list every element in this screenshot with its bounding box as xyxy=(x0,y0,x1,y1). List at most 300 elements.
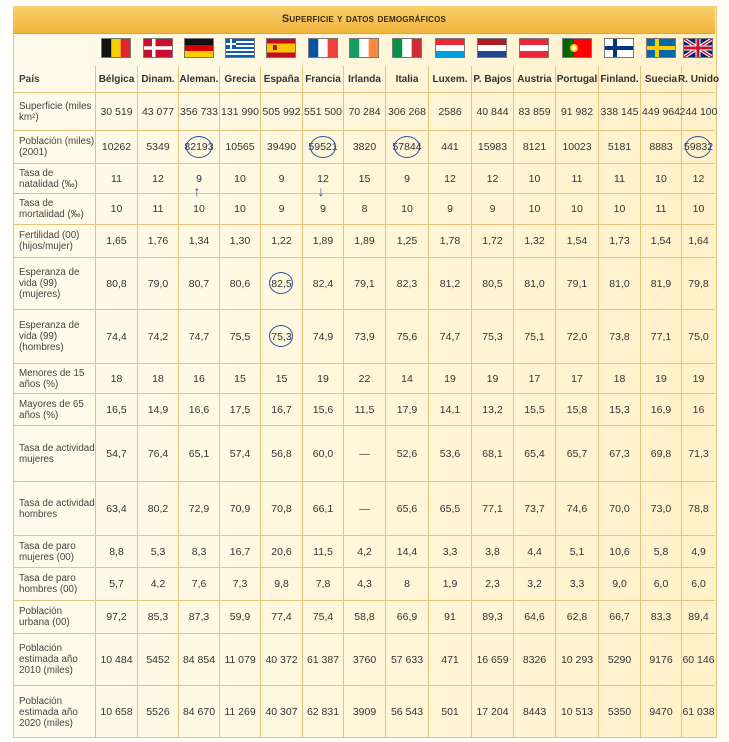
table-cell: 82,3 xyxy=(385,258,428,309)
table-cell: 10 xyxy=(219,194,260,224)
table-cell: 75,4 xyxy=(302,601,343,633)
table-cell: 3760 xyxy=(343,634,385,685)
table-cell: 84 854 xyxy=(178,634,219,685)
table-cell: 70 284 xyxy=(343,93,385,130)
table-cell: 75,3 xyxy=(471,310,513,363)
table-cell: 80,8 xyxy=(95,258,137,309)
country-header: P. Bajos xyxy=(471,66,513,92)
table-cell: 1,54 xyxy=(640,225,681,257)
table-row xyxy=(13,363,715,393)
country-header: Portugal xyxy=(555,66,598,92)
table-cell: 70,8 xyxy=(260,482,302,535)
table-cell: 441 xyxy=(428,131,471,163)
table-cell: 43 077 xyxy=(137,93,178,130)
table-cell: 58,8 xyxy=(343,601,385,633)
table-cell: 19 xyxy=(681,364,715,393)
table-row xyxy=(13,567,715,600)
table-cell: 131 990 xyxy=(219,93,260,130)
table-cell: 12 xyxy=(302,164,343,193)
table-cell: 19 xyxy=(471,364,513,393)
table-cell: 12 xyxy=(681,164,715,193)
table-cell: 78,8 xyxy=(681,482,715,535)
table-cell: 3820 xyxy=(343,131,385,163)
table-cell: 84 670 xyxy=(178,686,219,738)
table-cell: 1,22 xyxy=(260,225,302,257)
table-cell: 3,3 xyxy=(555,568,598,600)
table-cell: 16,5 xyxy=(95,394,137,425)
table-cell: 7,3 xyxy=(219,568,260,600)
table-cell: 62,8 xyxy=(555,601,598,633)
italy-flag-icon xyxy=(392,38,422,58)
table-cell: 75,0 xyxy=(681,310,715,363)
table-cell: 79,1 xyxy=(555,258,598,309)
table-cell: 17 204 xyxy=(471,686,513,738)
table-cell: 4,4 xyxy=(513,536,555,567)
table-cell: 3,3 xyxy=(428,536,471,567)
table-cell: 79,0 xyxy=(137,258,178,309)
table-cell: 3,8 xyxy=(471,536,513,567)
table-cell: 5181 xyxy=(598,131,640,163)
table-cell: 10,6 xyxy=(598,536,640,567)
country-header: R. Unido xyxy=(681,66,715,92)
table-cell: 65,5 xyxy=(428,482,471,535)
table-cell: 19 xyxy=(302,364,343,393)
table-cell: 97,2 xyxy=(95,601,137,633)
table-cell: 61 038 xyxy=(681,686,715,738)
table-cell: 59,9 xyxy=(219,601,260,633)
table-cell: 11 269 xyxy=(219,686,260,738)
table-cell: 17,5 xyxy=(219,394,260,425)
table-cell: 65,4 xyxy=(513,426,555,481)
table-cell: 4,9 xyxy=(681,536,715,567)
greece-flag-icon xyxy=(225,38,255,58)
table-cell: 74,7 xyxy=(428,310,471,363)
row-label: Esperanza de vida (99) (hombres) xyxy=(19,320,80,353)
row-label: Población (miles) (2001) xyxy=(19,136,95,158)
table-cell: 57,4 xyxy=(219,426,260,481)
table-cell: 11,5 xyxy=(343,394,385,425)
table-row xyxy=(13,163,715,193)
table-cell: 10 xyxy=(513,164,555,193)
table-row xyxy=(13,309,715,363)
table-cell: 75,3 xyxy=(260,310,302,363)
table-cell: 83 859 xyxy=(513,93,555,130)
table-cell: 7,8 xyxy=(302,568,343,600)
table-cell: 9176 xyxy=(640,634,681,685)
table-cell: 16 xyxy=(681,394,715,425)
table-row xyxy=(13,535,715,567)
table-cell: 79,1 xyxy=(343,258,385,309)
arrow-down-icon: ↓ xyxy=(317,183,325,199)
country-header: España xyxy=(260,66,302,92)
sweden-flag-icon xyxy=(646,38,676,58)
table-cell: 1,32 xyxy=(513,225,555,257)
table-cell: 70,9 xyxy=(219,482,260,535)
table-cell: 6,0 xyxy=(681,568,715,600)
table-cell: 1,76 xyxy=(137,225,178,257)
table-cell: 72,0 xyxy=(555,310,598,363)
table-cell: 15,5 xyxy=(513,394,555,425)
table-cell: 5,7 xyxy=(95,568,137,600)
table-cell: 306 268 xyxy=(385,93,428,130)
table-cell: 75,5 xyxy=(219,310,260,363)
table-cell: 15983 xyxy=(471,131,513,163)
table-cell: 57 633 xyxy=(385,634,428,685)
table-cell: 69,8 xyxy=(640,426,681,481)
table-cell: 17 xyxy=(555,364,598,393)
country-header: Austria xyxy=(513,66,555,92)
table-row xyxy=(13,224,715,257)
table-cell: 75,6 xyxy=(385,310,428,363)
table-cell: 59832 xyxy=(681,131,715,163)
table-cell: 62 831 xyxy=(302,686,343,738)
table-cell: 80,5 xyxy=(471,258,513,309)
finland-flag-icon xyxy=(604,38,634,58)
table-cell: 1,65 xyxy=(95,225,137,257)
table-cell: 74,7 xyxy=(178,310,219,363)
table-cell: 10023 xyxy=(555,131,598,163)
table-cell: 56,8 xyxy=(260,426,302,481)
table-cell: 15,8 xyxy=(555,394,598,425)
table-cell: 1,9 xyxy=(428,568,471,600)
table-cell: 9470 xyxy=(640,686,681,738)
table-cell: 52,6 xyxy=(385,426,428,481)
table-cell: 79,8 xyxy=(681,258,715,309)
table-cell: 89,3 xyxy=(471,601,513,633)
table-cell: 60,0 xyxy=(302,426,343,481)
table-row xyxy=(13,257,715,309)
table-cell: 1,64 xyxy=(681,225,715,257)
portugal-flag-icon xyxy=(562,38,592,58)
uk-flag-icon xyxy=(683,38,713,58)
luxembourg-flag-icon xyxy=(435,38,465,58)
table-cell: 12 xyxy=(137,164,178,193)
table-cell: 10 658 xyxy=(95,686,137,738)
table-cell: 87,3 xyxy=(178,601,219,633)
row-label: Mayores de 65 años (%) xyxy=(19,398,84,421)
table-cell: 73,0 xyxy=(640,482,681,535)
table-cell: 10 xyxy=(219,164,260,193)
table-cell: 10565 xyxy=(219,131,260,163)
table-cell: 22 xyxy=(343,364,385,393)
table-cell: 76,4 xyxy=(137,426,178,481)
table-cell: 8 xyxy=(385,568,428,600)
table-row xyxy=(13,393,715,425)
country-header: Irlanda xyxy=(343,66,385,92)
table-cell: 83,3 xyxy=(640,601,681,633)
table-cell: 64,6 xyxy=(513,601,555,633)
table-cell: 10 xyxy=(681,194,715,224)
table-cell: 9 xyxy=(471,194,513,224)
table-cell: 8443 xyxy=(513,686,555,738)
table-cell: 3909 xyxy=(343,686,385,738)
table-cell: 9 xyxy=(178,164,219,193)
table-cell: 10262 xyxy=(95,131,137,163)
table-cell: 10 293 xyxy=(555,634,598,685)
country-header: Aleman. xyxy=(178,66,219,92)
table-cell: 7,6 xyxy=(178,568,219,600)
table-row xyxy=(13,685,715,738)
country-header: Francia xyxy=(302,66,343,92)
row-label: Superficie (miles km²) xyxy=(19,100,92,123)
table-cell: 91 982 xyxy=(555,93,598,130)
table-cell: 11 xyxy=(555,164,598,193)
netherlands-flag-icon xyxy=(477,38,507,58)
table-cell: — xyxy=(343,482,385,535)
demographics-table xyxy=(13,66,720,738)
table-cell: 17,9 xyxy=(385,394,428,425)
table-cell: 80,7 xyxy=(178,258,219,309)
table-cell: 12 xyxy=(428,164,471,193)
table-cell: 5290 xyxy=(598,634,640,685)
table-cell: 13,2 xyxy=(471,394,513,425)
table-cell: 59521 xyxy=(302,131,343,163)
table-cell: 82,4 xyxy=(302,258,343,309)
table-cell: 10 xyxy=(513,194,555,224)
table-cell: 18 xyxy=(598,364,640,393)
table-cell: 57844 xyxy=(385,131,428,163)
table-cell: 77,4 xyxy=(260,601,302,633)
table-cell: 82,5 xyxy=(260,258,302,309)
table-cell: 244 100 xyxy=(681,93,715,130)
table-cell: 66,9 xyxy=(385,601,428,633)
row-label: Población estimada año 2020 (miles) xyxy=(19,695,78,729)
table-cell: 10 484 xyxy=(95,634,137,685)
table-cell: 9 xyxy=(260,194,302,224)
table-cell: 19 xyxy=(640,364,681,393)
table-cell: 9 xyxy=(260,164,302,193)
germany-flag-icon xyxy=(184,38,214,58)
table-cell: 3,2 xyxy=(513,568,555,600)
row-label: Tasa de actividad hombres xyxy=(19,497,95,520)
table-cell: 30 519 xyxy=(95,93,137,130)
table-cell: 1,78 xyxy=(428,225,471,257)
table-cell: 71,3 xyxy=(681,426,715,481)
table-cell: 16,7 xyxy=(260,394,302,425)
france-flag-icon xyxy=(308,38,338,58)
table-cell: 10 xyxy=(385,194,428,224)
table-cell: 1,30 xyxy=(219,225,260,257)
table-cell: — xyxy=(343,426,385,481)
table-cell: 18 xyxy=(137,364,178,393)
table-cell: 80,6 xyxy=(219,258,260,309)
table-cell: 63,4 xyxy=(95,482,137,535)
table-cell: 2,3 xyxy=(471,568,513,600)
table-cell: 1,54 xyxy=(555,225,598,257)
table-cell: 70,0 xyxy=(598,482,640,535)
table-cell: 40 372 xyxy=(260,634,302,685)
country-header: Luxem. xyxy=(428,66,471,92)
table-cell: 11 xyxy=(598,164,640,193)
table-cell: 10 xyxy=(555,194,598,224)
table-cell: 54,7 xyxy=(95,426,137,481)
row-label: Tasa de actividad mujeres xyxy=(19,442,95,465)
table-cell: 80,2 xyxy=(137,482,178,535)
table-cell: 89,4 xyxy=(681,601,715,633)
table-cell: 16 659 xyxy=(471,634,513,685)
table-cell: 10 xyxy=(95,194,137,224)
table-cell: 73,9 xyxy=(343,310,385,363)
table-cell: 8 xyxy=(343,194,385,224)
table-cell: 10 513 xyxy=(555,686,598,738)
table-cell: 501 xyxy=(428,686,471,738)
table-cell: 65,7 xyxy=(555,426,598,481)
table-cell: 65,1 xyxy=(178,426,219,481)
country-header: Dinam. xyxy=(137,66,178,92)
table-cell: 9 xyxy=(428,194,471,224)
table-cell: 8883 xyxy=(640,131,681,163)
table-cell: 60 146 xyxy=(681,634,715,685)
table-cell: 11 xyxy=(95,164,137,193)
table-cell: 338 145 xyxy=(598,93,640,130)
country-header: Finland. xyxy=(598,66,640,92)
table-cell: 8,8 xyxy=(95,536,137,567)
table-cell: 14,1 xyxy=(428,394,471,425)
table-cell: 471 xyxy=(428,634,471,685)
table-cell: 11,5 xyxy=(302,536,343,567)
table-cell: 74,9 xyxy=(302,310,343,363)
row-label: País xyxy=(19,73,40,85)
table-cell: 9,0 xyxy=(598,568,640,600)
country-header: Grecia xyxy=(219,66,260,92)
table-cell: 18 xyxy=(95,364,137,393)
table-cell: 77,1 xyxy=(471,482,513,535)
table-cell: 5526 xyxy=(137,686,178,738)
table-cell: 1,73 xyxy=(598,225,640,257)
row-label: Tasa de paro hombres (00) xyxy=(19,573,78,595)
table-cell: 15 xyxy=(260,364,302,393)
table-cell: 15 xyxy=(343,164,385,193)
row-label: Población urbana (00) xyxy=(19,606,70,628)
table-cell: 1,89 xyxy=(302,225,343,257)
table-cell: 15,3 xyxy=(598,394,640,425)
table-cell: 1,89 xyxy=(343,225,385,257)
table-cell: 16,6 xyxy=(178,394,219,425)
table-cell: 4,2 xyxy=(137,568,178,600)
table-cell: 10 xyxy=(640,164,681,193)
table-cell: 1,72 xyxy=(471,225,513,257)
table-cell: 65,6 xyxy=(385,482,428,535)
row-label: Tasa de mortalidad (‰) xyxy=(19,198,84,220)
table-cell: 81,9 xyxy=(640,258,681,309)
table-cell: 10 xyxy=(178,194,219,224)
table-cell: 53,6 xyxy=(428,426,471,481)
table-cell: 74,6 xyxy=(555,482,598,535)
table-cell: 1,34 xyxy=(178,225,219,257)
table-cell: 4,3 xyxy=(343,568,385,600)
belgium-flag-icon xyxy=(101,38,131,58)
country-header: Italia xyxy=(385,66,428,92)
table-cell: 72,9 xyxy=(178,482,219,535)
table-cell: 8326 xyxy=(513,634,555,685)
table-cell: 74,4 xyxy=(95,310,137,363)
table-row xyxy=(13,633,715,685)
table-cell: 15 xyxy=(219,364,260,393)
austria-flag-icon xyxy=(519,38,549,58)
table-cell: 77,1 xyxy=(640,310,681,363)
table-cell: 8,3 xyxy=(178,536,219,567)
table-cell: 11 xyxy=(640,194,681,224)
table-cell: 12 xyxy=(471,164,513,193)
table-cell: 82193 xyxy=(178,131,219,163)
table-cell: 6,0 xyxy=(640,568,681,600)
table-cell: 74,2 xyxy=(137,310,178,363)
table-cell: 14,9 xyxy=(137,394,178,425)
table-row xyxy=(13,481,715,535)
table-cell: 68,1 xyxy=(471,426,513,481)
table-cell: 66,1 xyxy=(302,482,343,535)
header-row xyxy=(13,66,720,92)
table-cell: 67,3 xyxy=(598,426,640,481)
table-cell: 11 079 xyxy=(219,634,260,685)
table-cell: 14,4 xyxy=(385,536,428,567)
table-cell: 551 500 xyxy=(302,93,343,130)
spain-flag-icon xyxy=(266,38,296,58)
table-cell: 20,6 xyxy=(260,536,302,567)
table-cell: 4,2 xyxy=(343,536,385,567)
country-header: Suecia xyxy=(640,66,681,92)
table-cell: 91 xyxy=(428,601,471,633)
table-cell: 5,3 xyxy=(137,536,178,567)
table-cell: 19 xyxy=(428,364,471,393)
table-cell: 85,3 xyxy=(137,601,178,633)
row-label: Menores de 15 años (%) xyxy=(19,367,85,390)
table-cell: 17 xyxy=(513,364,555,393)
table-cell: 5350 xyxy=(598,686,640,738)
table-row xyxy=(13,92,718,130)
table-cell: 505 992 xyxy=(260,93,302,130)
ireland-flag-icon xyxy=(349,38,379,58)
table-row xyxy=(13,130,715,163)
table-row xyxy=(13,425,715,481)
table-cell: 81,2 xyxy=(428,258,471,309)
table-cell: 449 964 xyxy=(640,93,681,130)
table-cell: 356 733 xyxy=(178,93,219,130)
table-cell: 15,6 xyxy=(302,394,343,425)
table-cell: 5349 xyxy=(137,131,178,163)
table-cell: 56 543 xyxy=(385,686,428,738)
table-cell: 1,25 xyxy=(385,225,428,257)
table-cell: 9 xyxy=(302,194,343,224)
table-cell: 2586 xyxy=(428,93,471,130)
table-cell: 11 xyxy=(137,194,178,224)
table-cell: 73,7 xyxy=(513,482,555,535)
table-cell: 16,7 xyxy=(219,536,260,567)
table-cell: 16 xyxy=(178,364,219,393)
table-cell: 73,8 xyxy=(598,310,640,363)
table-cell: 5,1 xyxy=(555,536,598,567)
table-row xyxy=(13,193,715,224)
table-cell: 39490 xyxy=(260,131,302,163)
denmark-flag-icon xyxy=(143,38,173,58)
row-label: Tasa de paro mujeres (00) xyxy=(19,540,76,563)
table-cell: 81,0 xyxy=(598,258,640,309)
table-cell: 9,8 xyxy=(260,568,302,600)
table-cell: 81,0 xyxy=(513,258,555,309)
table-cell: 61 387 xyxy=(302,634,343,685)
table-cell: 5452 xyxy=(137,634,178,685)
row-label: Tasa de natalidad (‰) xyxy=(19,167,78,190)
table-cell: 40 307 xyxy=(260,686,302,738)
arrow-up-icon: ↑ xyxy=(193,183,201,199)
table-cell: 5,8 xyxy=(640,536,681,567)
page-title: Superficie y datos demográficos xyxy=(13,6,715,34)
country-header: Bélgica xyxy=(95,66,137,92)
table-cell: 75,1 xyxy=(513,310,555,363)
table-cell: 8121 xyxy=(513,131,555,163)
table-row xyxy=(13,600,715,633)
table-cell: 66,7 xyxy=(598,601,640,633)
